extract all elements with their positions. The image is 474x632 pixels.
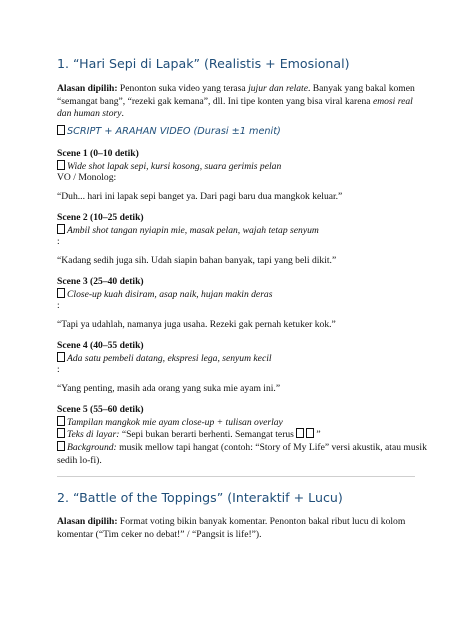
scene-title: Scene 4 (40–55 detik) <box>57 340 144 351</box>
reason-text: . <box>121 108 124 120</box>
reason-text: Penonton suka video yang terasa <box>117 83 249 94</box>
scene-direction <box>57 416 283 428</box>
missing-glyph-icon <box>306 428 314 438</box>
background-music-note <box>57 441 427 467</box>
scene-direction <box>57 352 272 364</box>
section-2-heading: 2. “Battle of the Toppings” (Interaktif + Lucu) <box>57 490 343 505</box>
missing-glyph-icon <box>57 441 65 451</box>
section-2-reason <box>57 516 427 541</box>
overlay-text-end: ” <box>316 429 321 440</box>
reason-text: Format voting bikin banyak komentar. Penonton bakal ribut lucu di kolom komentar (“Tim ceker no debat!” / “Pangsit is life!”). <box>57 516 406 540</box>
scene-direction-text: Close-up kuah disiram, asap naik, hujan makin deras <box>67 289 273 300</box>
scene-title: Scene 5 (55–60 detik) <box>57 404 144 415</box>
missing-glyph-icon <box>57 352 65 362</box>
scene-quote: “Duh... hari ini lapak sepi banget ya. Dari pagi baru dua mangkok keluar.” <box>57 191 343 202</box>
scene-direction-text: Tampilan mangkok mie ayam close-up + tulisan overlay <box>67 417 283 428</box>
scene-overlay-text <box>57 428 321 440</box>
scene-direction <box>57 224 319 236</box>
scene-voice-label: : <box>57 364 60 375</box>
missing-glyph-icon <box>57 160 65 170</box>
overlay-label: Teks di layar: <box>67 429 120 440</box>
scene-quote: “Kadang sedih juga sih. Udah siapin bahan banyak, tapi yang beli dikit.” <box>57 255 337 266</box>
scene-direction <box>57 160 281 172</box>
scene-direction-text: Ada satu pembeli datang, ekspresi lega, senyum kecil <box>67 353 272 364</box>
reason-label: Alasan dipilih: <box>57 83 118 94</box>
scene-direction-text: Ambil shot tangan nyiapin mie, masak pelan, wajah tetap senyum <box>67 225 319 236</box>
scene-voice-label: : <box>57 236 60 247</box>
reason-label: Alasan dipilih: <box>57 516 118 527</box>
section-1-heading: 1. “Hari Sepi di Lapak” (Realistis + Emosional) <box>57 56 350 71</box>
missing-glyph-icon <box>57 224 65 234</box>
section-1-reason <box>57 83 427 121</box>
script-heading <box>57 125 281 137</box>
scene-quote: “Yang penting, masih ada orang yang suka mie ayam ini.” <box>57 383 281 394</box>
section-divider <box>57 476 415 477</box>
scene-title: Scene 3 (25–40 detik) <box>57 276 144 287</box>
scene-title: Scene 2 (10–25 detik) <box>57 212 144 223</box>
scene-direction-text: Wide shot lapak sepi, kursi kosong, suara gerimis pelan <box>67 161 282 172</box>
reason-text: . Banyak yang bakal komen “semangat bang”, “rezeki gak kemana”, dll. Ini tipe konten yang bisa viral karena <box>57 83 415 107</box>
background-label: Background: <box>67 442 117 453</box>
script-heading-text: SCRIPT + ARAHAN VIDEO (Durasi ±1 menit) <box>67 126 281 137</box>
reason-emphasis: emosi real dan human story <box>57 95 413 120</box>
missing-glyph-icon <box>296 428 304 438</box>
missing-glyph-icon <box>57 428 65 438</box>
scene-voice-label: : <box>57 300 60 311</box>
missing-glyph-icon <box>57 416 65 426</box>
background-text: musik mellow tapi hangat (contoh: “Story of My Life” versi akustik, atau musik sedih lo-fi). <box>57 442 427 466</box>
reason-emphasis: jujur dan relate <box>248 83 308 94</box>
scene-quote: “Tapi ya udahlah, namanya juga usaha. Rezeki gak pernah ketuker kok.” <box>57 319 336 330</box>
scene-title: Scene 1 (0–10 detik) <box>57 148 139 159</box>
overlay-text: “Sepi bukan berarti berhenti. Semangat terus <box>119 429 297 440</box>
missing-glyph-icon <box>57 125 65 135</box>
scene-direction <box>57 288 272 300</box>
scene-voice-label: VO / Monolog: <box>57 172 117 183</box>
missing-glyph-icon <box>57 288 65 298</box>
